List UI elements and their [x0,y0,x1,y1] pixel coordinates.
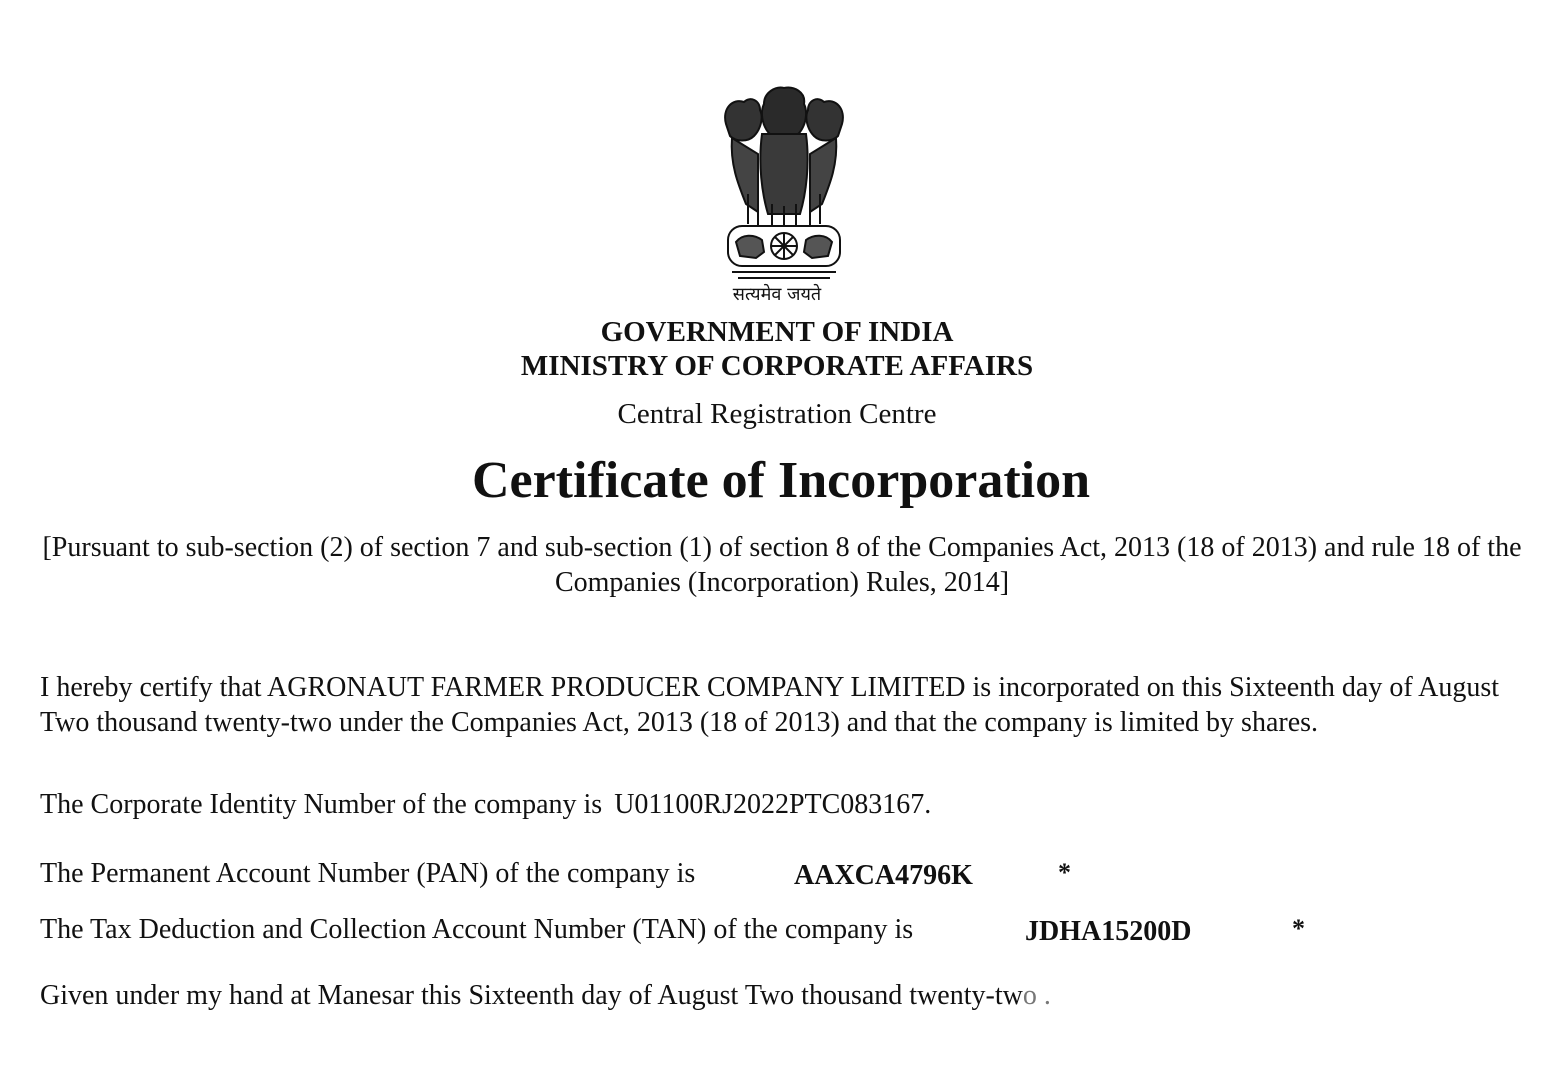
national-motto: सत्यमेव जयते [732,284,822,305]
certificate-title: Certificate of Incorporation [471,452,1091,509]
tan-value: JDHA15200D [1025,916,1192,947]
cin-label: The Corporate Identity Number of the company is [40,789,603,820]
ministry-heading: MINISTRY OF CORPORATE AFFAIRS [520,350,1034,382]
cin-value: U01100RJ2022PTC083167. [614,789,932,820]
certification-statement: I hereby certify that AGRONAUT FARMER PRODUCER COMPANY LIMITED is incorporated on this Sixteenth day of August Two thousand twenty-two under the Companies Act, 2013 (18 of 2013) and that the company is limited by shares. [40,672,1500,738]
ashoka-lion-capital-emblem-icon [718,84,850,284]
cin-line [40,789,931,821]
tan-label: The Tax Deduction and Collection Account Number (TAN) of the company is [40,914,914,945]
government-heading: GOVERNMENT OF INDIA [600,316,954,348]
tan-marker: * [1292,914,1305,943]
pan-value: AAXCA4796K [794,860,973,891]
pan-marker: * [1058,858,1071,887]
given-text: Given under my hand at Manesar this Sixteenth day of August Two thousand twenty-tw [40,980,1023,1011]
pan-label: The Permanent Account Number (PAN) of the company is [40,858,696,889]
office-name: Central Registration Centre [617,398,937,430]
legal-basis-text: [Pursuant to sub-section (2) of section 7 and sub-section (1) of section 8 of the Companies Act, 2013 (18 of 2013) and rule 18 of the Companies (Incorporation) Rules, 2014] [42,532,1522,598]
given-under-hand-line [40,980,1051,1012]
given-text-tail: o . [1022,980,1051,1011]
